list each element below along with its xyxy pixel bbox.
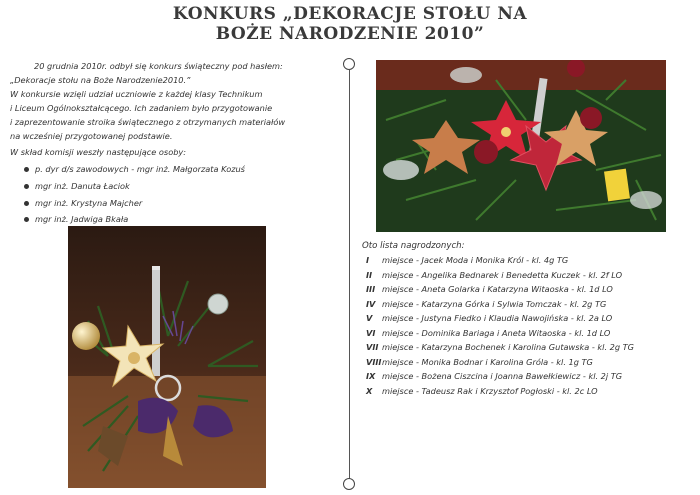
intro-line-3: W konkursie wzięli udział uczniowie z każdej klasy Technikum [10,89,263,99]
jury-member: p. dyr d/s zawodowych - mgr inż. Małgorzata Kozuś [24,163,245,175]
bullet-icon [24,167,29,172]
photo-centerpiece-left [68,226,266,488]
intro-line-4: i Liceum Ogólnokształcącego. Ich zadaniem było przygotowanie [10,103,273,113]
list-item: VI miejsce - Dominika Bariaga i Aneta Witaoska - kl. 1d LO [366,327,611,338]
spiral-ring-icon [343,58,355,70]
photo-centerpiece-right [376,60,666,232]
intro-line-6: na wcześniej przygotowanej podstawie. [10,131,173,141]
intro-line-2: „Dekoracje stołu na Boże Narodzenie2010.” [10,75,191,85]
jury-intro: W skład komisji weszły następujące osoby: [10,147,187,157]
list-item: III miejsce - Aneta Golarka i Katarzyna Witaoska - kl. 1d LO [366,284,613,294]
jury-member: mgr inż. Danuta Łaciok [24,180,130,192]
bullet-icon [24,217,29,222]
list-item: IV miejsce - Katarzyna Górka i Sylwia Tomczak - kl. 2g TG [366,298,607,309]
centerpiece-illustration [376,60,666,232]
title-line-2: BOŻE NARODZENIE 2010” [215,24,485,44]
spiral-ring-icon [343,478,355,490]
jury-member: mgr inż. Krystyna Majcher [24,197,142,209]
list-item: I miejsce - Jacek Moda i Monika Król - kl. 4g TG [366,255,569,265]
list-item: VIIImiejsce - Monika Bodnar i Karolina Gróla - kl. 1g TG [366,356,593,367]
title-line-1: KONKURS „DEKORACJE STOŁU NA [172,4,528,24]
jury-member: mgr inż. Jadwiga Bkała [24,213,128,225]
centerpiece-illustration [68,226,266,488]
winners-list [366,254,634,399]
spiral-divider [343,58,357,490]
list-item: IX miejsce - Bożena Ciszcina i Joanna Bawełkiewicz - kl. 2j TG [366,371,623,381]
list-item: X miejsce - Tadeusz Rak i Krzysztof Pogłoski - kl. 2c LO [366,385,598,396]
winners-heading: Oto lista nagrodzonych: [362,241,465,251]
list-item: V miejsce - Justyna Fiedko i Klaudia Nawojińska - kl. 2a LO [366,313,613,323]
list-item: II miejsce - Angelika Bednarek i Benedetta Kuczek - kl. 2f LO [366,269,623,280]
list-item: VII miejsce - Katarzyna Bochenek i Karolina Gutawska - kl. 2g TG [366,342,635,352]
intro-line-1: 20 grudnia 2010r. odbył się konkurs świąteczny pod hasłem: [34,61,283,71]
bullet-icon [24,201,29,206]
intro-line-5: i zaprezentowanie stroika świątecznego z otrzymanych materiałów [10,117,286,127]
bullet-icon [24,184,29,189]
